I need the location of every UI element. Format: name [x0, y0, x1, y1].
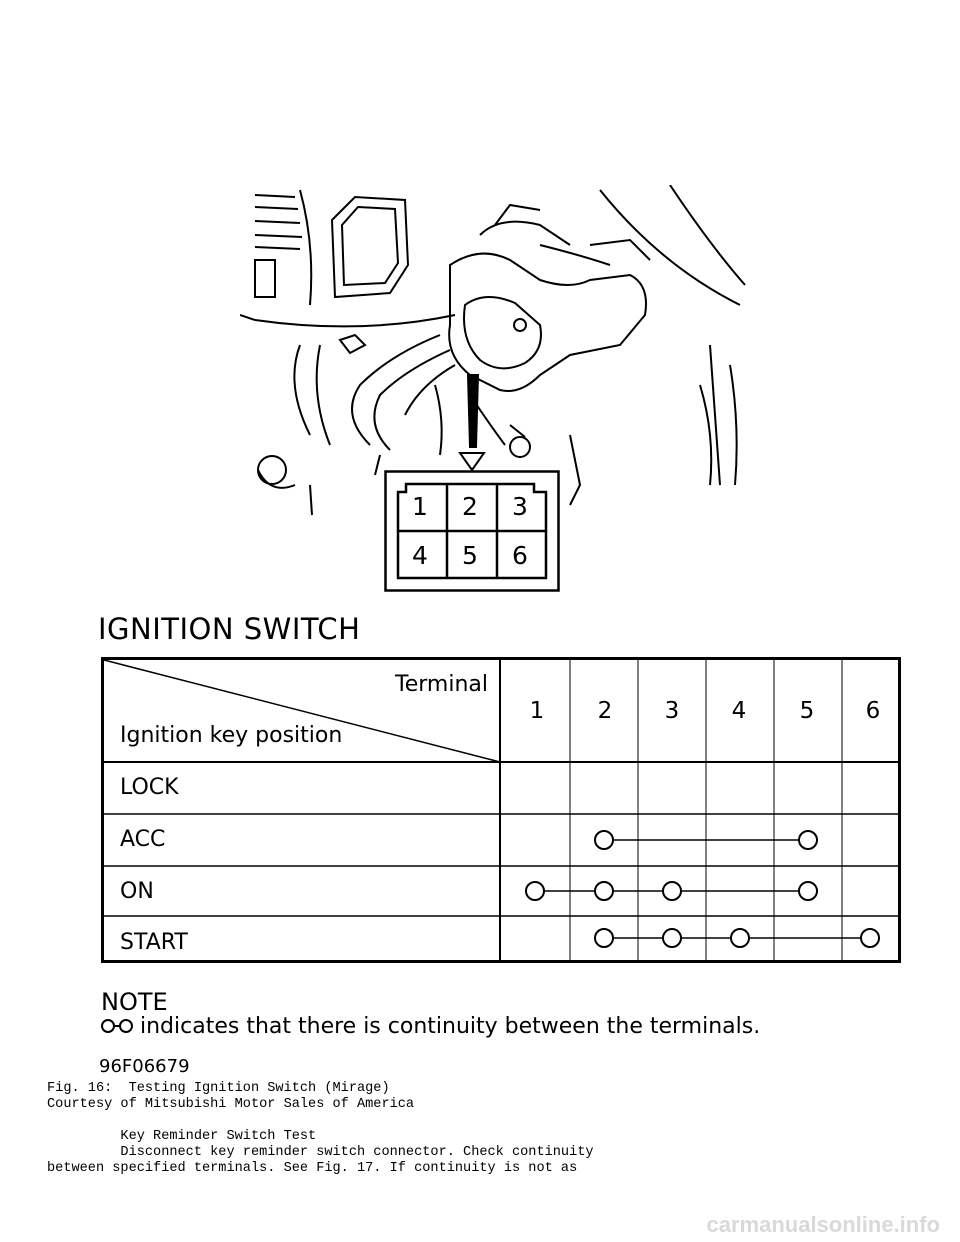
- continuity-table: [101, 657, 901, 963]
- continuity-terminal-mark: [595, 929, 613, 947]
- terminal-header-5: 5: [799, 698, 815, 724]
- row-label-on: ON: [120, 879, 154, 904]
- continuity-terminal-mark: [799, 831, 817, 849]
- section-heading: Key Reminder Switch Test: [47, 1129, 317, 1144]
- continuity-terminal-mark: [799, 882, 817, 900]
- note-title: NOTE: [101, 988, 168, 1016]
- continuity-terminal-mark: [663, 882, 681, 900]
- note-body: [101, 1014, 760, 1039]
- continuity-terminal-mark: [595, 831, 613, 849]
- note-text: indicates that there is continuity between the terminals.: [140, 1014, 761, 1039]
- body-text-line-2: between specified terminals. See Fig. 17. If continuity is not as: [47, 1161, 578, 1176]
- figure-caption: Fig. 16: Testing Ignition Switch (Mirage): [47, 1081, 390, 1096]
- row-label-start: START: [120, 930, 188, 955]
- connector-terminal-diagram: [384, 470, 560, 592]
- table-grid: [104, 660, 898, 960]
- terminal-header-4: 4: [731, 698, 747, 724]
- connector-pin-5: 5: [462, 541, 478, 570]
- terminal-header-3: 3: [664, 698, 680, 724]
- column-header-terminal: Terminal: [395, 672, 488, 697]
- connector-pin-3: 3: [512, 492, 528, 521]
- row-header-ignition-key-position: Ignition key position: [120, 723, 343, 748]
- continuity-terminal-mark: [595, 882, 613, 900]
- figure-credit: Courtesy of Mitsubishi Motor Sales of America: [47, 1097, 415, 1112]
- terminal-header-6: 6: [865, 698, 881, 724]
- connector-pin-1: 1: [412, 492, 428, 521]
- figure-title: IGNITION SWITCH: [98, 612, 361, 646]
- terminal-header-2: 2: [597, 698, 613, 724]
- continuity-terminal-mark: [526, 882, 544, 900]
- row-label-lock: LOCK: [120, 775, 179, 800]
- terminal-header-1: 1: [529, 698, 545, 724]
- continuity-terminal-mark: [861, 929, 879, 947]
- body-text-line-1: Disconnect key reminder switch connector. Check continuity: [47, 1145, 594, 1160]
- connector-pin-4: 4: [412, 541, 428, 570]
- watermark: carmanualsonline.info: [706, 1212, 940, 1237]
- connector-pin-6: 6: [512, 541, 528, 570]
- figure-code: 96F06679: [99, 1056, 190, 1077]
- continuity-symbol-icon: [101, 1016, 133, 1036]
- continuity-terminal-mark: [663, 929, 681, 947]
- connector-pin-2: 2: [462, 492, 478, 521]
- continuity-terminal-mark: [731, 929, 749, 947]
- row-label-acc: ACC: [120, 827, 166, 852]
